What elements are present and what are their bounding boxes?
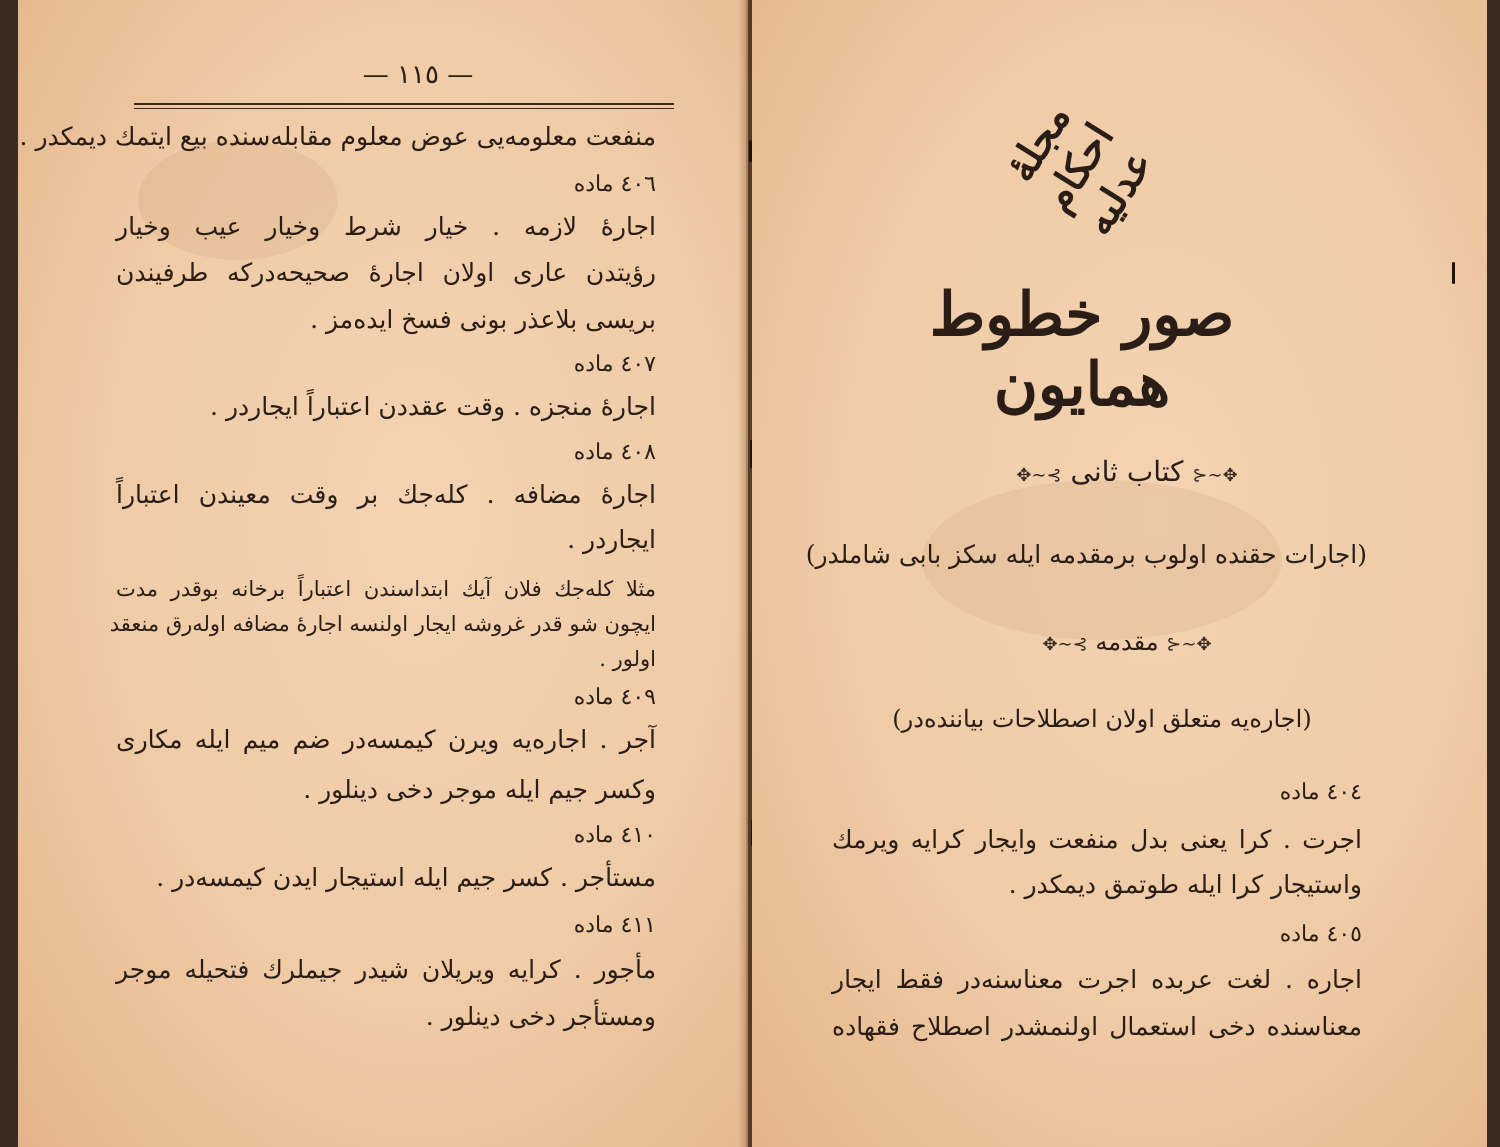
article-heading: ٤٠٦ ماده	[573, 172, 656, 197]
article-heading: ٤٠٩ ماده	[573, 685, 656, 710]
header-rule	[134, 103, 674, 105]
note-line: ايچون شو قدر غروشه ايجار اولنسه اجارهٔ مضافه اوله‌رق منعقد	[109, 612, 656, 636]
text-line: مستأجر . كسر جيم ايله استيجار ايدن كيمسه‌در .	[156, 863, 656, 892]
text-line: منفعت معلومه‌يى عوض معلوم مقابله‌سنده بيع ايتمك ديمكدر .	[19, 122, 656, 151]
text-line: رؤيتدن عارى اولان اجارهٔ صحيحه‌دركه طرفيندن	[116, 258, 656, 287]
calligraphy-main-title: صور خطوط همايون	[929, 280, 1235, 420]
left-page	[18, 0, 748, 1147]
intro-subtitle: (اجاره‌يه متعلق اولان اصطلاحات بياننده‌در)	[892, 705, 1312, 733]
article-heading: ٤٠٥ ماده	[1279, 922, 1362, 947]
article-heading: ٤٠٤ ماده	[1279, 780, 1362, 805]
text-line: بريسى بلاعذر بونى فسخ ايده‌مز .	[310, 305, 656, 334]
book-title: كتاب ثانى	[1070, 455, 1184, 488]
ornament-icon: ✥∽⊰	[1192, 465, 1238, 486]
text-line: اجارهٔ لازمه . خيار شرط وخيار عيب وخيار	[116, 212, 656, 241]
text-line: اجاره . لغت عربده اجرت معناسنه‌در فقط ايجار	[832, 965, 1362, 994]
header-rule-thin	[134, 108, 674, 109]
article-heading: ٤٠٧ ماده	[573, 352, 656, 377]
ornament-icon: ⊱∽✥	[1042, 634, 1088, 655]
note-line: مثلا كله‌جك فلان آيك ابتداسندن اعتباراً برخانه بوقدر مدت	[116, 577, 656, 601]
text-line: وكسر جيم ايله موجر دخى دينلور .	[303, 775, 656, 804]
intro-title: مقدمه	[1095, 628, 1159, 656]
text-line: اجارهٔ مضافه . كله‌جك بر وقت معيندن اعتباراً	[116, 480, 656, 509]
ornament-icon: ⊱∽✥	[1016, 465, 1062, 486]
book-subtitle: (اجارات حقنده اولوب برمقدمه ايله سكز بابى شاملدر)	[805, 540, 1367, 569]
text-line: ومستأجر دخى دينلور .	[425, 1002, 656, 1031]
page-number: — ١١٥ —	[362, 60, 474, 90]
article-heading: ٤١٠ ماده	[573, 823, 656, 848]
ornament-icon: ✥∽⊰	[1166, 634, 1212, 655]
note-line: اولور .	[599, 647, 656, 671]
text-line: اجارهٔ منجزه . وقت عقددن اعتباراً ايجاردر .	[210, 392, 656, 421]
text-line: اجرت . كرا يعنى بدل منفعت وايجار كرايه ويرمك	[832, 825, 1362, 854]
text-line: ايجاردر .	[567, 525, 656, 554]
right-page	[752, 0, 1487, 1147]
text-line: واستيجار كرا ايله طوتمق ديمكدر .	[1008, 870, 1362, 899]
text-line: معناسنده دخى استعمال اولنمشدر اصطلاح فقهاده	[832, 1012, 1362, 1041]
page-mark	[1452, 262, 1455, 284]
book-title-block	[927, 455, 1327, 488]
intro-title-block	[927, 628, 1327, 656]
text-line: آجر . اجاره‌يه ويرن كيمسه‌در ضم ميم ايله مكارى	[116, 725, 656, 754]
calligraphy-small-heading: مجلهٔ احكام عدليه	[996, 95, 1162, 244]
text-line: مأجور . كرايه ويريلان شيدر جيملرك فتحيله موجر	[116, 955, 656, 984]
article-heading: ٤٠٨ ماده	[573, 440, 656, 465]
article-heading: ٤١١ ماده	[573, 913, 656, 938]
